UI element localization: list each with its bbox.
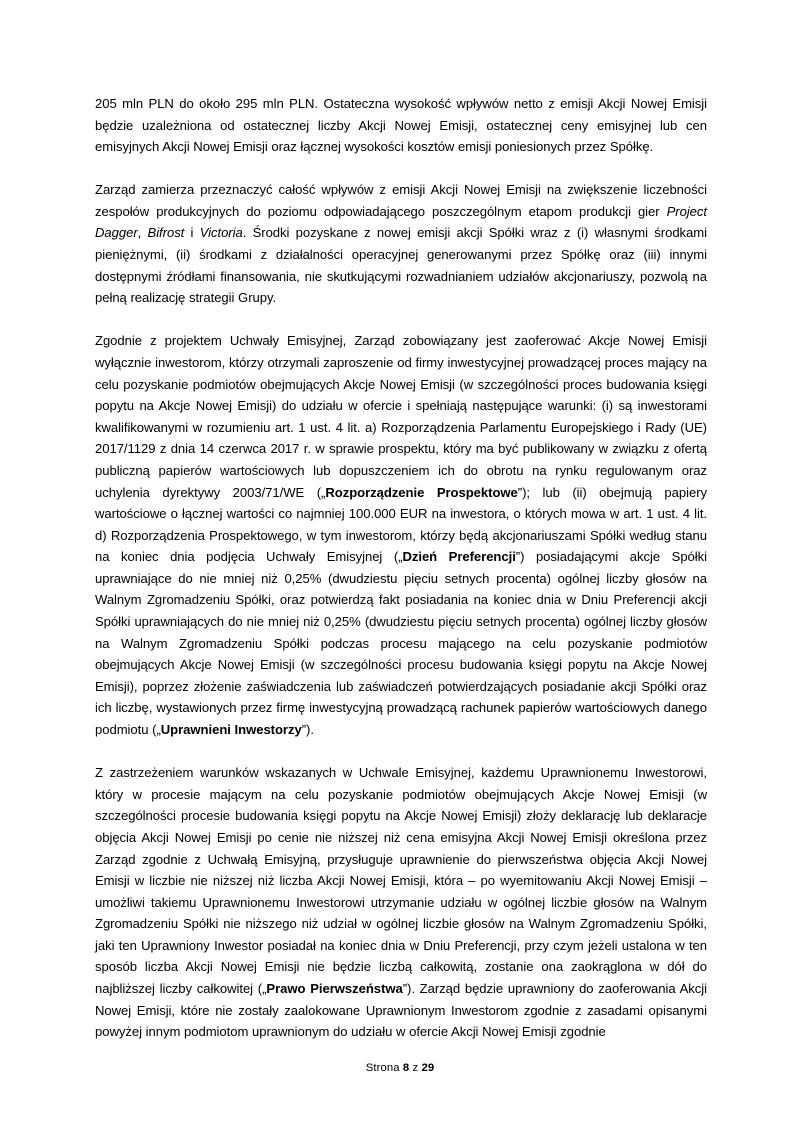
defined-term: Dzień Preferencji: [402, 549, 516, 565]
text-run: ,: [137, 225, 148, 241]
text-run: Z zastrzeżeniem warunków wskazanych w Uchwale Emisyjnej, każdemu Uprawnionemu Inwestorowi, który w procesie mającym na celu pozyskanie podmiotów obejmujących Akcje Nowej Emisji (w szczególności procesie budowania księgi popytu na Akcje Nowej Emisji) złoży deklarację lub deklaracje objęcia Akcji Nowej Emisji po cenie nie niższej niż cena emisyjna Akcji Nowej Emisji określona przez Zarząd zgodnie z Uchwałą Emisyjną, przysługuje uprawnienie do pierwszeństwa objęcia Akcji Nowej Emisji w liczbie nie niższej niż liczba Akcji Nowej Emisji, która – po wyemitowaniu Akcji Nowej Emisji – umożliwi takiemu Uprawnionemu Inwestorowi utrzymanie udziału w ogólnej liczbie głosów na Walnym Zgromadzeniu Spółki nie niższego niż udział w ogólnej liczbie głosów na Walnym Zgromadzeniu Spółki, jaki ten Uprawniony Inwestor posiadał na koniec dnia w Dniu Preferencji, przy czym jeżeli ustalona w ten sposób liczba Akcji Nowej Emisji nie będzie liczbą całkowitą, zostanie ona zaokrąglona w dół do najbliższej liczby całkowitej („: [95, 765, 707, 997]
game-title: Victoria: [199, 225, 243, 241]
text-run: . Środki pozyskane z nowej emisji akcji Spółki wraz z (i) własnymi środkami pieniężnymi, (ii) środkami z działalności operacyjnej generowanymi przez Spółkę oraz (iii) innymi dostępnymi źródłami finansowania, nie skutkującymi rozwadnianiem udziałów akcjonariuszy, pozwolą na pełną realizację strategii Grupy.: [95, 225, 707, 306]
footer-strona-label: Strona: [365, 1062, 400, 1074]
text-run: ”) posiadającymi akcje Spółki uprawniające do nie mniej niż 0,25% (dwudziestu pięciu setnych procenta) ogólnej liczby głosów na Walnym Zgromadzeniu Spółki, oraz potwierdzą fakt posiadania na koniec dnia w Dniu Preferencji akcji Spółki uprawniających do nie mniej niż 0,25% (dwudziestu pięciu setnych procenta) ogólnej liczby głosów na Walnym Zgromadzeniu Spółki podczas procesu mającego na celu pozyskanie podmiotów obejmujących Akcje Nowej Emisji (w szczególności procesu budowania księgi popytu na Akcje Nowej Emisji), poprzez złożenie zaświadczenia lub zaświadczeń potwierdzających posiadanie akcji Spółki oraz ich liczbę, wystawionych przez firmę inwestycyjną prowadzącą rachunek papierów wartościowych danego podmiotu („: [95, 549, 708, 738]
defined-term: Uprawnieni Inwestorzy: [160, 722, 302, 738]
footer-total-pages: 29: [421, 1062, 435, 1074]
page-footer: [0, 1061, 800, 1075]
text-run: Zarząd zamierza przeznaczyć całość wpływów z emisji Akcji Nowej Emisji na zwiększenie liczebności zespołów produkcyjnych do poziomu odpowiadającego poszczególnym etapom produkcji gier: [95, 182, 707, 219]
text-run: ”); lub (ii) obejmują papiery wartościowe o łącznej wartości co najmniej 100.000 EUR na inwestora, o których mowa w art. 1 ust. 4 lit. d) Rozporządzenia Prospektowego, w tym inwestorom, którzy będą akcjonariuszami Spółki według stanu na koniec dnia podjęcia Uchwały Emisyjnej („: [95, 484, 708, 565]
text-run: ”). Zarząd będzie uprawniony do zaoferowania Akcji Nowej Emisji, które nie zostały zaalokowane Uprawnionym Inwestorom zgodnie z zasadami opisanymi powyżej innym podmiotom uprawnionym do udziału w ofercie Akcji Nowej Emisji zgodnie: [95, 981, 707, 1040]
page-body-text: [95, 93, 707, 1043]
game-title: Project Dagger: [95, 203, 707, 241]
game-title: Bifrost: [147, 225, 185, 241]
text-run: Zgodnie z projektem Uchwały Emisyjnej, Zarząd zobowiązany jest zaoferować Akcje Nowej Emisji wyłącznie inwestorom, którzy otrzymali zaproszenie od firmy inwestycyjnej prowadzącej proces mający na celu pozyskanie podmiotów obejmujących Akcje Nowej Emisji (w szczególności proces budowania księgi popytu na Akcje Nowej Emisji) do udziału w ofercie i spełniają następujące warunki: (i) są inwestorami kwalifikowanymi w rozumieniu art. 1 ust. 4 lit. a) Rozporządzenia Parlamentu Europejskiego i Rady (UE) 2017/1129 z dnia 14 czerwca 2017 r. w sprawie prospektu, który ma być publikowany w związku z ofertą publiczną papierów wartościowych lub dopuszczeniem ich do obrotu na rynku regulowanym oraz uchylenia dyrektywy 2003/71/WE („: [95, 333, 707, 500]
paragraph-p2: [95, 179, 707, 309]
text-run: i: [184, 225, 200, 241]
text-run: ”).: [301, 722, 314, 738]
defined-term: Prawo Pierwszeństwa: [266, 981, 403, 997]
defined-term: Rozporządzenie Prospektowe: [325, 484, 518, 500]
text-run: 205 mln PLN do około 295 mln PLN. Ostateczna wysokość wpływów netto z emisji Akcji Nowej Emisji będzie uzależniona od ostatecznej liczby Akcji Nowej Emisji, ostatecznej ceny emisyjnej lub cen emisyjnych Akcji Nowej Emisji oraz łącznej wysokości kosztów emisji poniesionych przez Spółkę.: [95, 96, 707, 155]
paragraph-p1: [95, 93, 707, 158]
footer-current-page: 8: [402, 1062, 410, 1074]
paragraph-p4: [95, 762, 707, 1043]
paragraph-p3: [95, 330, 707, 740]
footer-separator: z: [412, 1062, 419, 1074]
